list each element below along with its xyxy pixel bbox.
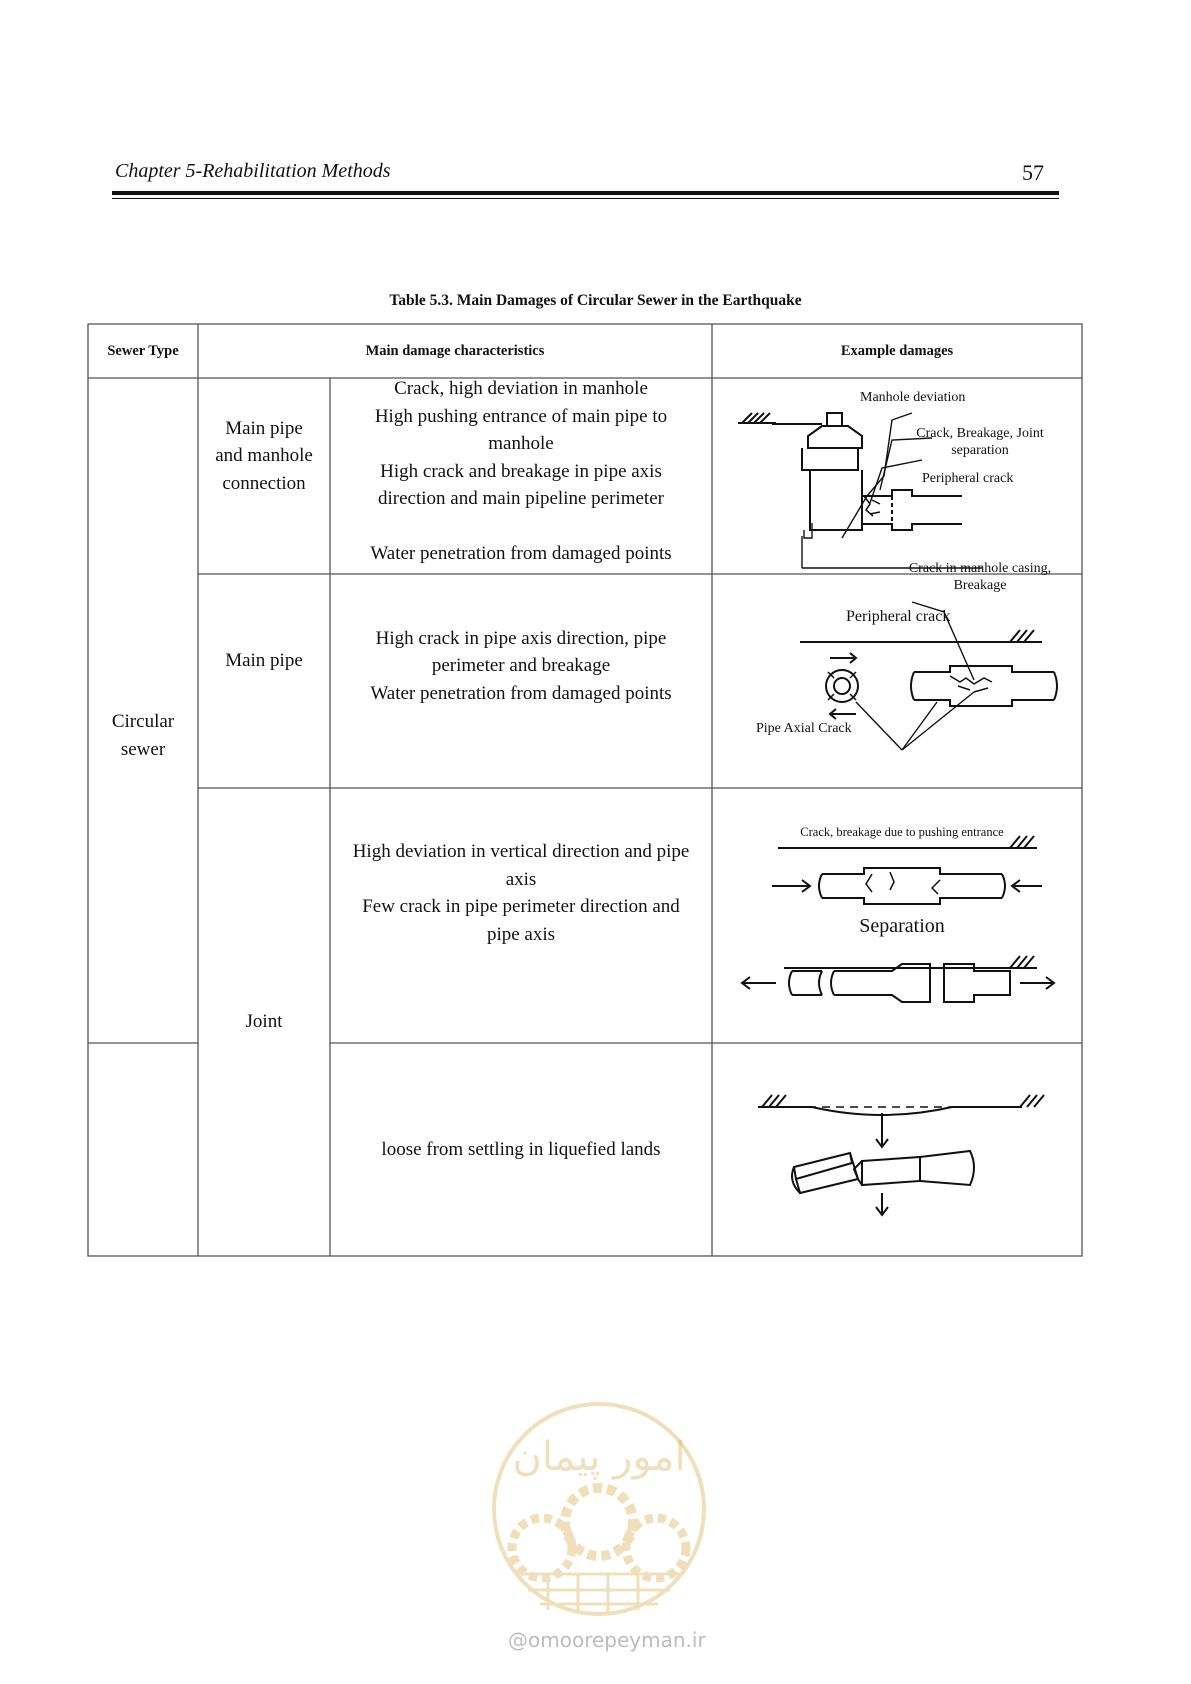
label-casing-line: Breakage (953, 578, 1007, 593)
header-sewer-type: Sewer Type (107, 342, 179, 359)
page-number: 57 (1022, 160, 1044, 185)
label-crack-joint-line: Crack, Breakage, Joint (916, 426, 1044, 441)
sewer-type-line-1: Circular (111, 711, 175, 732)
header-characteristics: Main damage characteristics (365, 342, 545, 359)
watermark-logo-script: امور پیمان (512, 1434, 686, 1480)
row2-description (330, 574, 712, 788)
row3-description (330, 838, 712, 948)
label-crack-joint-separation (880, 425, 1080, 459)
row3-desc-line: Few crack in pipe perimeter direction and (362, 896, 680, 917)
row3-desc-line: pipe axis (486, 923, 556, 945)
row1-desc-line: direction and main pipeline perimeter (378, 488, 664, 509)
running-header: Chapter 5-Rehabilitation Methods (115, 160, 391, 182)
row1-part-line: Main pipe (225, 417, 303, 439)
manhole-connection-figure (712, 378, 1082, 588)
row2-desc-line: High crack in pipe axis direction, pipe (375, 627, 667, 649)
row4-description: loose from settling in liquefied lands (381, 1138, 661, 1160)
label-separation: Separation (859, 915, 945, 937)
row1-part-line: connection (222, 472, 306, 494)
joint-figure (712, 788, 1082, 1043)
sewer-type-cell (88, 378, 198, 1043)
row3-desc-line: axis (505, 868, 537, 890)
row1-part-line: and manhole (215, 445, 313, 467)
row1-desc-line: High crack and breakage in pipe axis (380, 460, 662, 482)
row1-desc-line: Water penetration from damaged points (370, 543, 672, 564)
label-crack-joint-line: separation (951, 443, 1009, 458)
row2-desc-line: Water penetration from damaged points (370, 682, 672, 704)
watermark-site: @omoorepeyman.ir (508, 1628, 706, 1652)
label-peripheral-crack-1: Peripheral crack (922, 471, 1014, 486)
label-pushing-entrance: Crack, breakage due to pushing entrance (800, 825, 1004, 839)
row2-part-cell: Main pipe (225, 650, 303, 672)
label-casing-line: Crack in manhole casing, (908, 561, 1052, 576)
row2-desc-line: perimeter and breakage (431, 655, 611, 677)
label-pipe-axial-crack: Pipe Axial Crack (756, 721, 852, 736)
liquefaction-figure (712, 1043, 1082, 1256)
row1-description (330, 375, 712, 568)
row3-desc-line: High deviation in vertical direction and pipe (352, 841, 690, 862)
main-pipe-figure (712, 574, 1082, 788)
sewer-type-line-2: sewer (120, 738, 166, 760)
row1-part-cell (198, 378, 330, 574)
watermark-logo (488, 1398, 710, 1620)
header-examples: Example damages (840, 342, 954, 359)
row3-part-cell: Joint (245, 1011, 283, 1033)
label-peripheral-crack-2: Peripheral crack (846, 608, 951, 625)
row1-desc-line: High pushing entrance of main pipe to (374, 405, 668, 427)
row1-desc-line (330, 513, 712, 541)
table-caption: Table 5.3. Main Damages of Circular Sewer in the Earthquake (389, 292, 802, 309)
row1-desc-line: manhole (488, 433, 554, 454)
row1-desc-line: Crack, high deviation in manhole (394, 378, 648, 399)
label-manhole-deviation: Manhole deviation (860, 390, 966, 405)
